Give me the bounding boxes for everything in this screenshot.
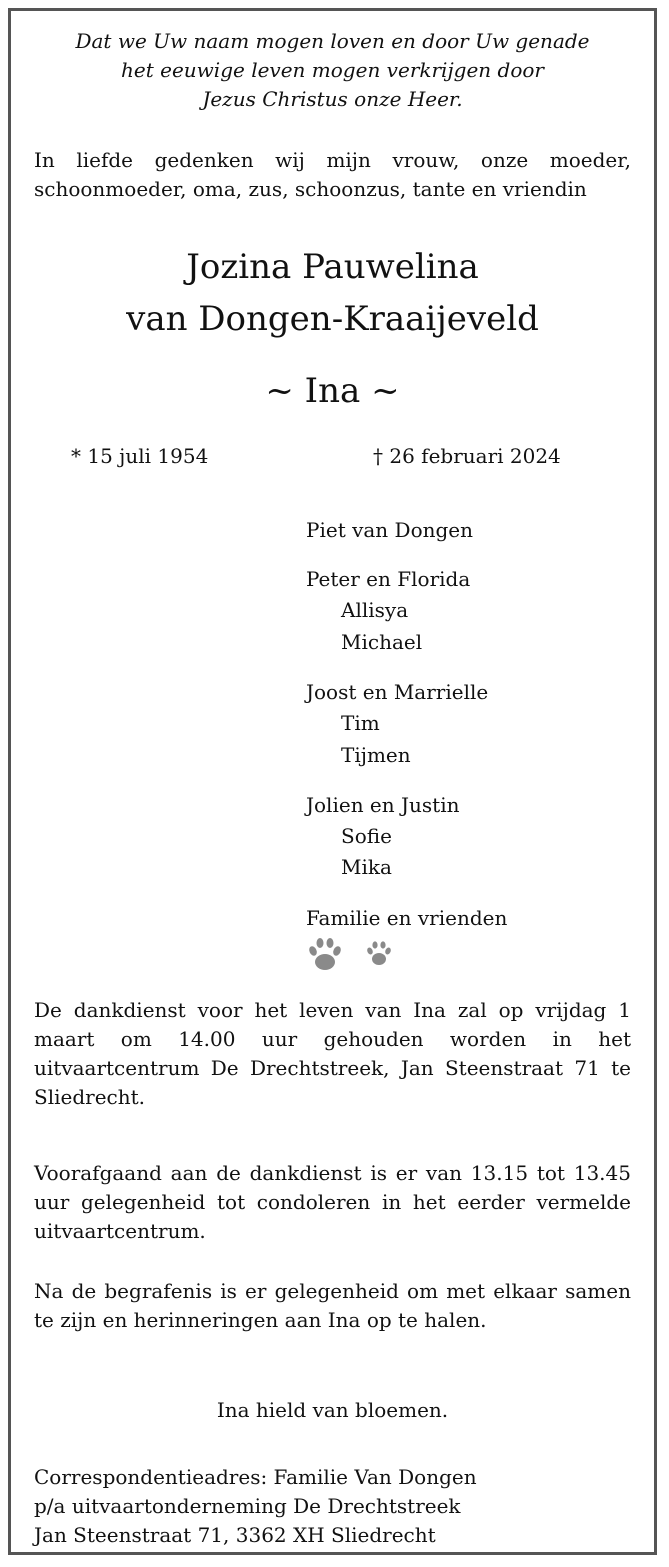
deceased-name-line-1: Jozina Pauwelina	[186, 247, 479, 287]
birth-date: * 15 juli 1954	[71, 444, 209, 468]
correspondence-address	[34, 1463, 477, 1550]
intro-text: In liefde gedenken wij mijn vrouw, onze moeder, schoonmoeder, oma, zus, schoonzus, tante en vriendin	[34, 148, 631, 201]
verse-line-1: Dat we Uw naam mogen loven en door Uw genade	[75, 29, 590, 53]
memorial-card	[8, 8, 657, 1555]
family-couple-3: Jolien en Justin	[306, 793, 460, 817]
family-grandchild: Sofie	[341, 824, 392, 848]
bible-verse	[11, 27, 654, 114]
paw-print-icon	[366, 941, 392, 965]
death-date: † 26 februari 2024	[373, 444, 561, 468]
paw-print-icon	[308, 938, 343, 970]
family-others: Familie en vrienden	[306, 906, 508, 930]
gathering-paragraph: Na de begrafenis is er gelegenheid om met elkaar samen te zijn en herinneringen aan Ina op te halen.	[34, 1279, 631, 1332]
correspondence-line-1: Correspondentieadres: Familie Van Dongen	[34, 1465, 477, 1489]
family-spouse: Piet van Dongen	[306, 518, 474, 542]
family-couple-2: Joost en Marrielle	[306, 680, 489, 704]
flowers-note: Ina hield van bloemen.	[216, 1398, 449, 1422]
family-grandchild: Michael	[341, 630, 423, 654]
deceased-nickname: ~ Ina ~	[265, 371, 400, 411]
family-grandchild: Tim	[341, 711, 380, 735]
family-grandchild: Allisya	[341, 598, 409, 622]
verse-line-2: het eeuwige leven mogen verkrijgen door	[121, 58, 544, 82]
correspondence-line-2: p/a uitvaartonderneming De Drechtstreek	[34, 1494, 461, 1518]
deceased-name-line-2: van Dongen-Kraaijeveld	[126, 299, 539, 339]
paw-print-icon	[306, 935, 396, 975]
service-paragraph: De dankdienst voor het leven van Ina zal op vrijdag 1 maart om 14.00 uur gehouden worden in het uitvaartcentrum De Drechtstreek, Jan Steenstraat 71 te Sliedrecht.	[34, 998, 631, 1109]
condolence-paragraph: Voorafgaand aan de dankdienst is er van 13.15 tot 13.45 uur gelegenheid tot condoleren in het eerder vermelde uitvaartcentrum.	[34, 1161, 631, 1243]
correspondence-line-3: Jan Steenstraat 71, 3362 XH Sliedrecht	[34, 1523, 436, 1547]
family-grandchild: Tijmen	[341, 743, 411, 767]
family-couple-1: Peter en Florida	[306, 567, 471, 591]
verse-line-3: Jezus Christus onze Heer.	[202, 87, 463, 111]
family-grandchild: Mika	[341, 855, 392, 879]
paw-prints	[306, 935, 396, 975]
